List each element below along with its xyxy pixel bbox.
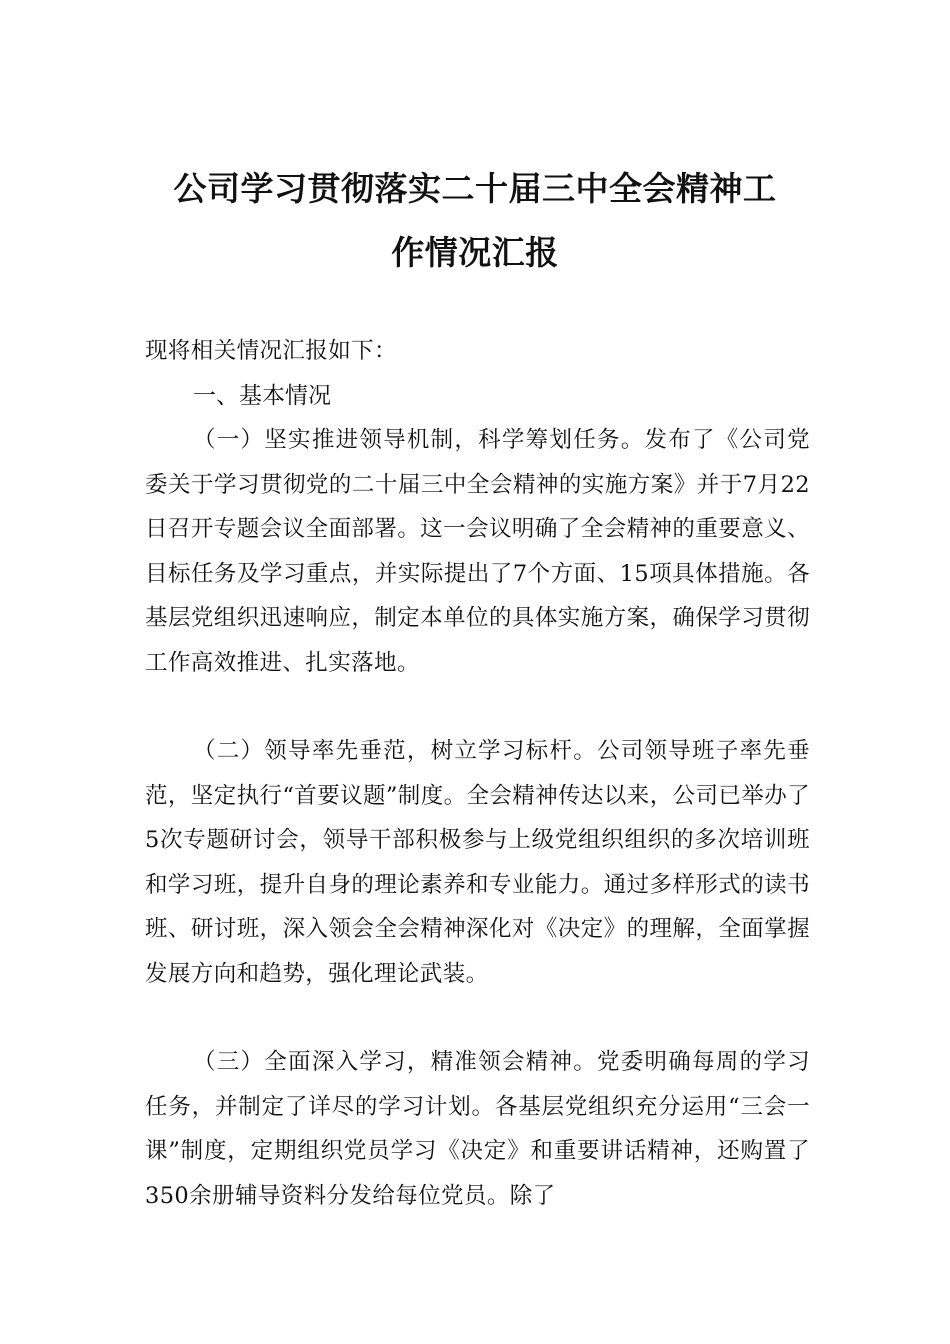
paragraph-1 <box>145 418 810 685</box>
paragraph-3-body: 党委明确每周的学习任务，并制定了详尽的学习计划。各基层党组织充分运用“三会一课”制度，定期组织党员学习《决定》和重要讲话精神，还购置了350余册辅导资料分发给每位党员。除了 <box>145 1049 810 1209</box>
intro-text: 现将相关情况汇报如下： <box>145 338 397 364</box>
paragraph-1-body: 发布了《公司党委关于学习贯彻党的二十届三中全会精神的实施方案》并于7月22日召开专题会议全面部署。这一会议明确了全会精神的重要意义、目标任务及学习重点，并实际提出了7个方面、15项具体措施。各基层党组织迅速响应，制定本单位的具体实施方案，确保学习贯彻工作高效推进、扎实落地。 <box>145 427 810 676</box>
paragraph-2-lead: （二）领导率先垂范，树立学习标杆。 <box>193 738 597 764</box>
document-title-line-2: 作情况汇报 <box>391 233 559 272</box>
paragraph-3-lead: （三）全面深入学习，精准领会精神。 <box>193 1049 597 1075</box>
paragraph-1-lead: （一）坚实推进领导机制，科学筹划任务。 <box>193 427 645 453</box>
paragraph-3 <box>145 1040 810 1218</box>
section-heading: 一、基本情况 <box>193 383 331 409</box>
paragraph-2-body: 公司领导班子率先垂范，坚定执行“首要议题”制度。全会精神传达以来，公司已举办了5次专题研讨会，领导干部积极参与上级党组织组织的多次培训班和学习班，提升自身的理论素养和专业能力。通过多样形式的读书班、研讨班，深入领会全会精神深化对《决定》的理解，全面掌握发展方向和趋势，强化理论武装。 <box>145 738 811 987</box>
document-title-line-1: 公司学习贯彻落实二十届三中全会精神工 <box>173 169 777 208</box>
paragraph-2 <box>145 729 810 996</box>
